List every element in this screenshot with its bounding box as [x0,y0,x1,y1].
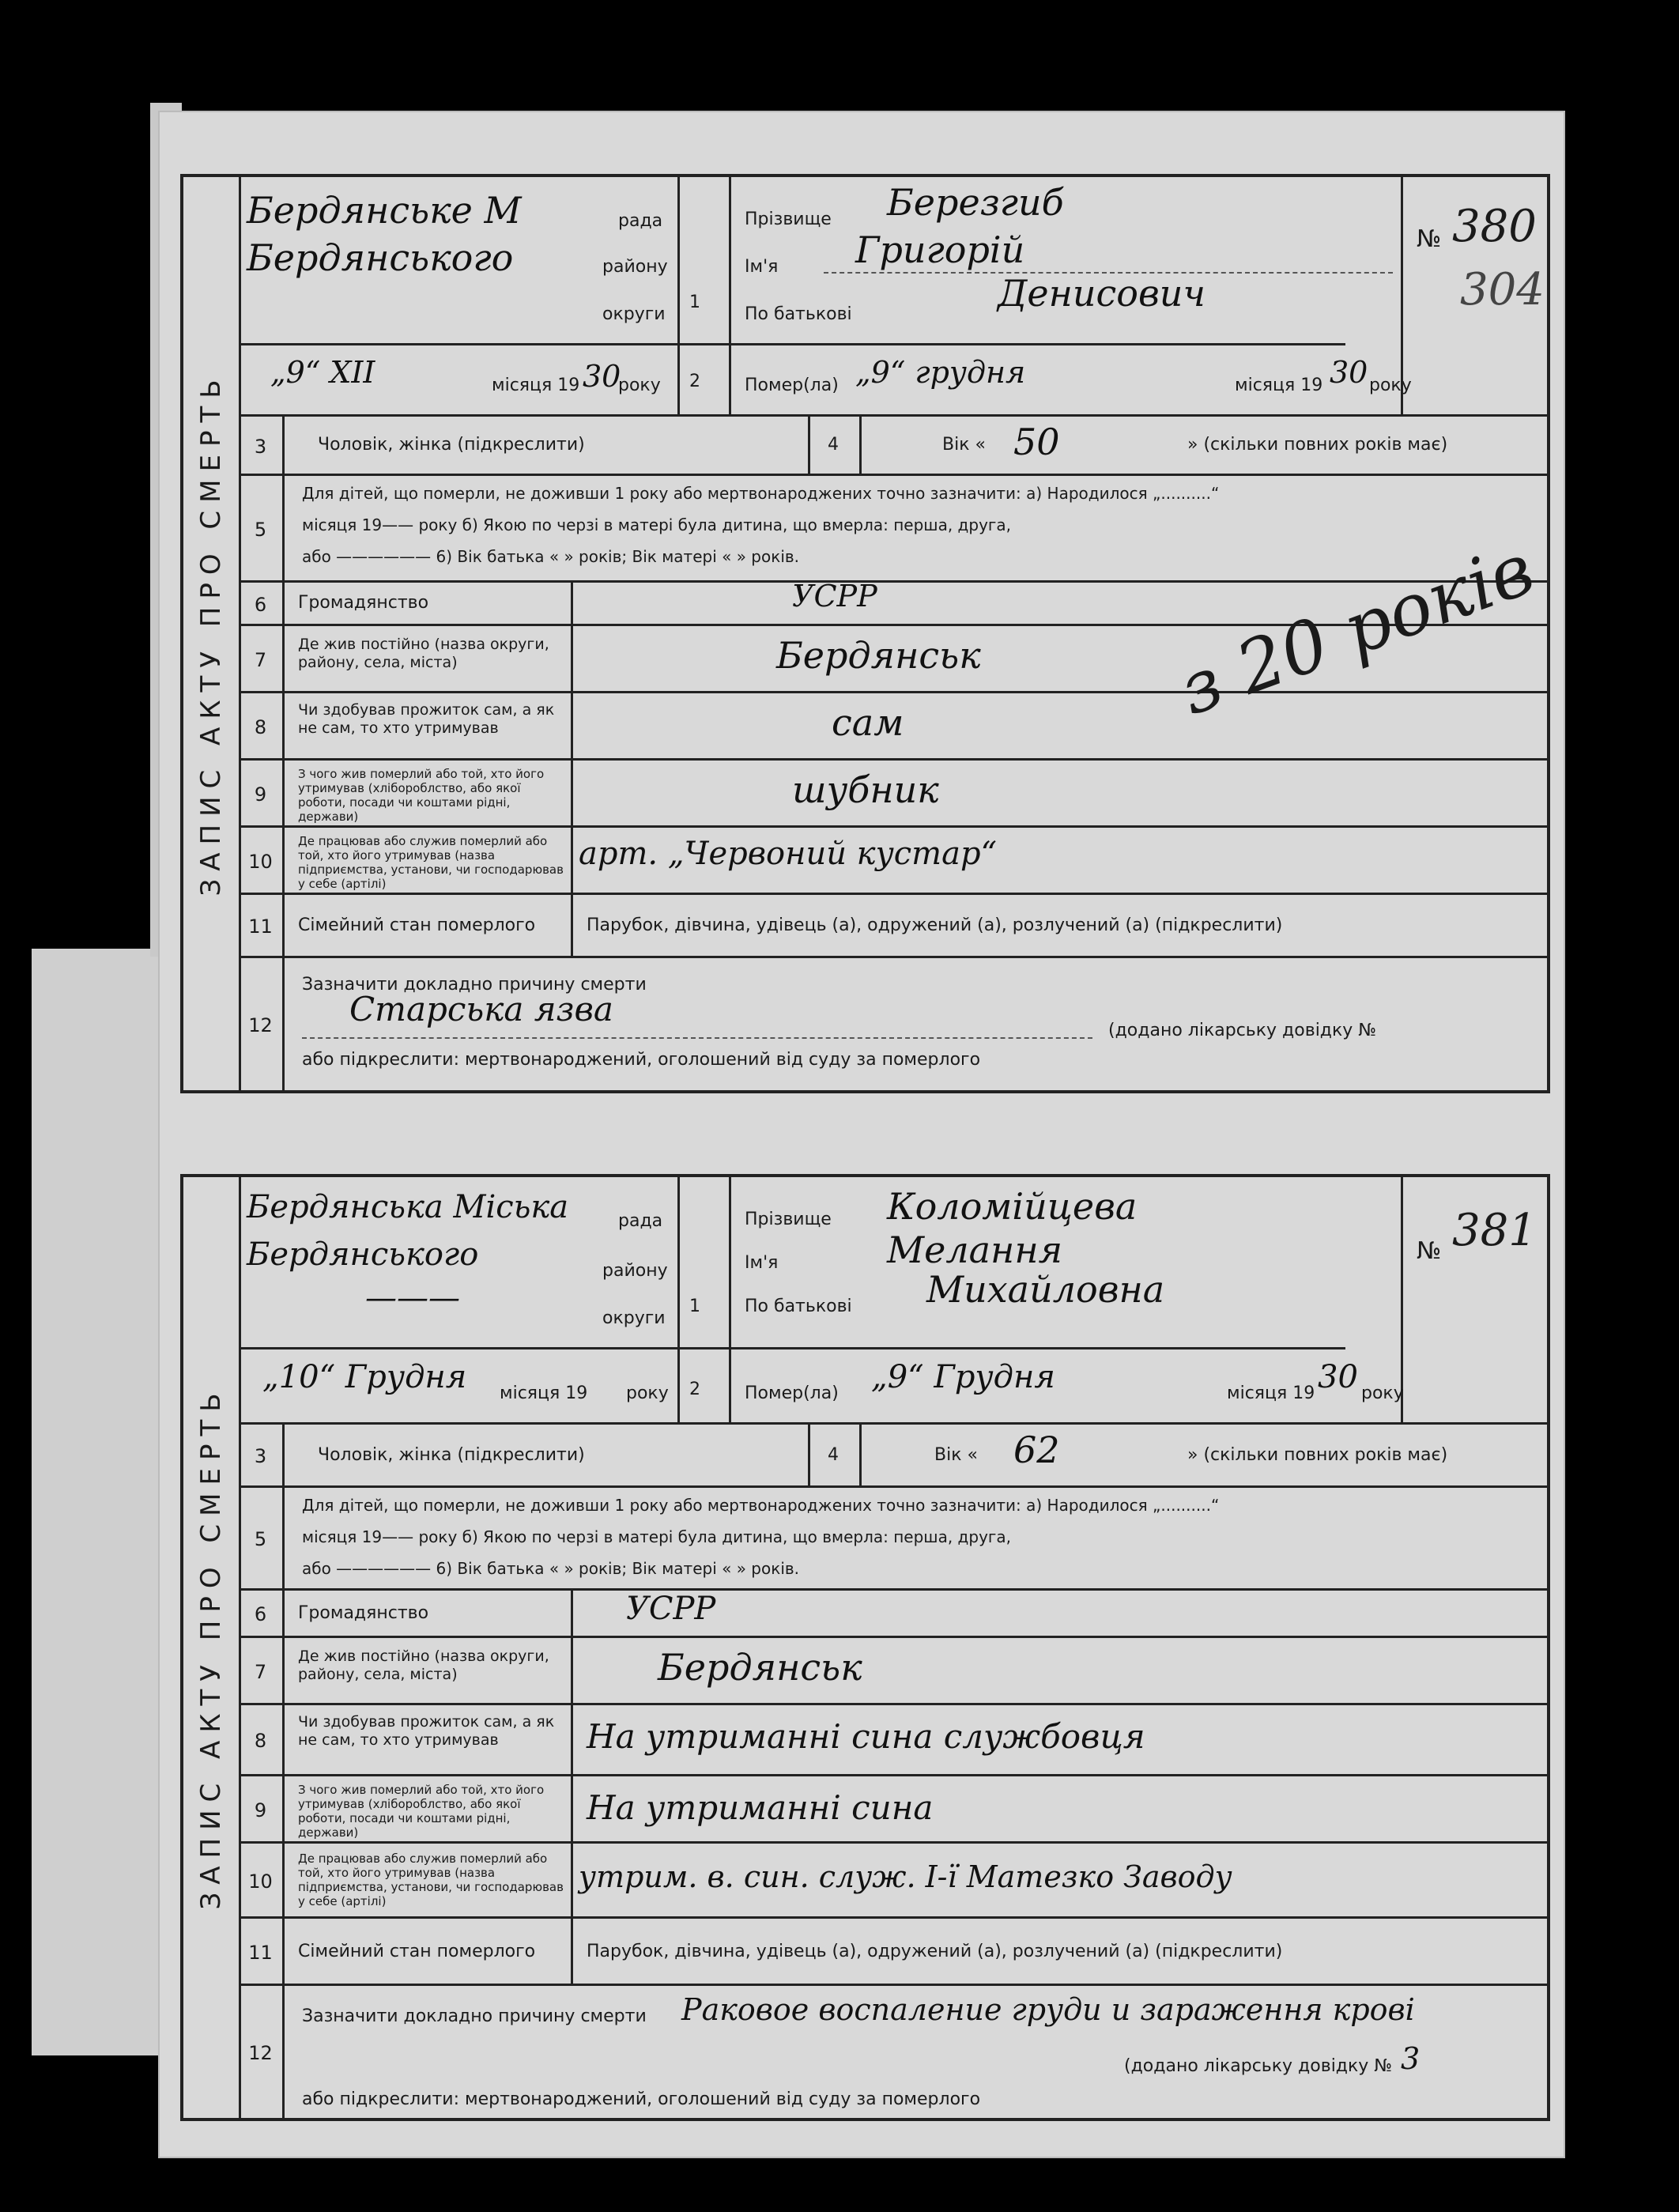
stillborn-label: або підкреслити: мертвонароджений, оголошений від суду за померлого [302,1050,981,1070]
death-record-sheet [158,111,1565,2158]
month-label: місяця 19 [1235,376,1323,395]
row-11: 11 Сімейний стан померлого Парубок, дівчина, удівець (а), одружений (а), розлучений (а) (підкреслити) [239,893,1547,958]
row-11: 11 Сімейний стан померлого Парубок, дівчина, удівець (а), одружений (а), розлучений (а) (підкреслити) [239,1916,1547,1986]
work-value: арт. „Червоний кустар“ [579,836,998,872]
children-line-3: або —————— 6) Вік батька « » років; Вік матері « » років. [302,1559,800,1578]
raion-label: району [602,1261,668,1281]
surname-value: Коломійцева [887,1185,1138,1228]
residence-label: Де жив постійно (назва округи, району, села, міста) [298,1648,549,1683]
patronymic-value: Михайловна [926,1268,1165,1311]
raion-value: Бердянського [247,1236,479,1273]
income-value: На утриманні сина [587,1788,934,1827]
record-sidebar [183,1177,241,2118]
death-record-381 [180,1174,1550,2121]
marital-options: Парубок, дівчина, удівець (а), одружений (а), розлучений (а) (підкреслити) [587,915,1283,935]
year-label: року [618,376,661,395]
work-label: Де працював або служив померлий або той, хто його утримував (назва підприємства, установи, чи господарював у себе (артілі) [298,834,564,891]
surname-label: Прізвище [745,209,832,229]
rada-label: рада [618,211,663,231]
rada-label: рада [618,1211,663,1231]
row-12: 12 Зазначити докладно причину смерти Раковое воспаление груди и зараження крові (додано лікарську довідку № 3 або підкреслити: мертвонароджений, оголошений від суду за померлого [239,1984,1547,2120]
death-date: „9“ грудня [855,355,1026,390]
cause-value: Раковое воспаление груди и зараження крові [681,1992,1415,2027]
certificate-label: (додано лікарську довідку № [1108,1021,1377,1040]
livelihood-value: На утриманні сина службовця [587,1717,1145,1756]
livelihood-label: Чи здобував прожиток сам, а як не сам, то хто утримував [298,701,555,737]
row-3: 3 Чоловік, жінка (підкреслити) 4 Вік « 50 » (скільки повних років має) [239,414,1547,476]
died-label: Помер(ла) [745,1383,839,1403]
header-block [239,177,1547,414]
row-9: 9 З чого жив померлий або той, хто його утримував (хлібороблство, або якої роботи, посади чи коштами рідні, держави) шубник [239,758,1547,828]
death-date: „9“ Грудня [871,1359,1055,1395]
record-number-alt: 304 [1460,264,1545,315]
residence-value: Бердянськ [658,1646,862,1689]
name-label: Ім'я [745,1253,779,1273]
row-6: 6 Громадянство УСРР [239,580,1547,626]
residence-label: Де жив постійно (назва округи, району, села, міста) [298,636,549,671]
death-record-380 [180,174,1550,1093]
okruha-label: округи [602,304,666,324]
sex-label: Чоловік, жінка (підкреслити) [318,435,585,455]
children-line-1: Для дітей, що померли, не доживши 1 року або мертвонароджених точно зазначити: а) Народилося „..........“ [302,484,1220,503]
livelihood-label: Чи здобував прожиток сам, а як не сам, то хто утримував [298,1713,555,1749]
cause-value: Старська язва [349,990,613,1029]
name-value: Григорій [855,228,1025,271]
sex-label: Чоловік, жінка (підкреслити) [318,1445,585,1465]
citizenship-label: Громадянство [298,1603,429,1623]
work-value: утрим. в. син. служ. I-ї Матезко Заводу [579,1859,1232,1894]
number-label: № [1417,1237,1442,1265]
patronymic-value: Денисович [998,272,1206,315]
certificate-number: 3 [1401,2041,1421,2076]
name-value: Мелання [887,1229,1063,1271]
row-3: 3 Чоловік, жінка (підкреслити) 4 Вік « 62 » (скільки повних років має) [239,1422,1547,1488]
surname-value: Березгиб [887,181,1064,224]
rada-value: Бердянське М [247,189,522,232]
row-10: 10 Де працював або служив померлий або той, хто його утримував (назва підприємства, установи, чи господарював у себе (артілі) утрим. в. син. служ. I-ї Матезко Заводу [239,1841,1547,1919]
record-number: 380 [1452,201,1537,252]
age-label: Вік « [942,435,986,455]
cause-label: Зазначити докладно причину смерти [302,975,647,995]
death-year: 30 [1318,1359,1358,1395]
age-suffix: » (скільки повних років має) [1187,1445,1448,1465]
row-8: 8 Чи здобував прожиток сам, а як не сам, то хто утримував сам [239,691,1547,761]
death-year: 30 [1330,355,1368,390]
age-label: Вік « [934,1445,978,1465]
registration-year: 30 [583,359,621,394]
okruha-value: ——— [365,1280,460,1316]
patronymic-label: По батькові [745,1297,852,1316]
age-value: 50 [1013,421,1060,463]
year-label: року [1361,1383,1404,1403]
registration-date: „9“ XII [270,355,375,390]
raion-label: району [602,257,668,277]
stillborn-label: або підкреслити: мертвонароджений, оголошений від суду за померлого [302,2089,981,2109]
year-label: року [1369,376,1412,395]
raion-value: Бердянського [247,236,514,279]
header-block: 1 2 Бердянська Міська рада Бердянського району ——— округи „10“ Грудня місяця 19 року Прізвище Коломійцева Ім'я Мелання По батькові Михайловна Помер(ла) „9“ Грудня місяця 19 30 року № 381 [239,1177,1547,1422]
row-7: 7 Де жив постійно (назва округи, району, села, міста) Бердянськ [239,1636,1547,1705]
row-5: 5 Для дітей, що померли, не доживши 1 року або мертвонароджених точно зазначити: а) Народилося „..........“ місяця 19—— року б) Якою по черзі в матері була дитина, що вмерла: перша, друга, або —————— 6) Вік батька « » років; Вік матері « » років. [239,1485,1547,1591]
children-line-1: Для дітей, що померли, не доживши 1 року або мертвонароджених точно зазначити: а) Народилося „..........“ [302,1496,1220,1515]
record-number: 381 [1452,1205,1537,1256]
work-label: Де працював або служив померлий або той, хто його утримував (назва підприємства, установи, чи господарював у себе (артілі) [298,1852,564,1908]
livelihood-value: сам [832,701,904,744]
record-sidebar [183,177,241,1090]
age-suffix: » (скільки повних років має) [1187,435,1448,455]
cause-label: Зазначити докладно причину смерти [302,2006,647,2026]
sidebar-title: ЗАПИС АКТУ ПРО СМЕРТЬ [195,371,227,897]
row-7: 7 Де жив постійно (назва округи, району, села, міста) Бердянськ [239,624,1547,693]
registration-date: „10“ Грудня [262,1359,467,1395]
row-12: 12 Зазначити докладно причину смерти Старська язва (додано лікарську довідку № або підкреслити: мертвонароджений, оголошений від суду за померлого [239,956,1547,1093]
month-label: місяця 19 [500,1383,588,1403]
year-label: року [626,1383,669,1403]
row-8: 8 Чи здобував прожиток сам, а як не сам, то хто утримував На утриманні сина службовця [239,1703,1547,1776]
residence-value: Бердянськ [776,634,981,677]
rada-value: Бердянська Міська [247,1189,569,1225]
row-number: 1 [689,293,700,312]
sidebar-title: ЗАПИС АКТУ ПРО СМЕРТЬ [195,1385,227,1910]
certificate-label: (додано лікарську довідку № [1124,2056,1393,2076]
row-6: 6 Громадянство УСРР [239,1588,1547,1638]
month-label: місяця 19 [1227,1383,1315,1403]
month-label: місяця 19 [492,376,580,395]
surname-label: Прізвище [745,1210,832,1229]
marital-label: Сімейний стан померлого [298,915,536,935]
income-label: З чого жив померлий або той, хто його утримував (хлібороблство, або якої роботи, посади чи коштами рідні, держави) [298,1783,545,1840]
row-9: 9 З чого жив померлий або той, хто його утримував (хлібороблство, або якої роботи, посади чи коштами рідні, держави) На утриманні сина [239,1774,1547,1844]
citizenship-value: УСРР [792,579,877,613]
row-10: 10 Де працював або служив померлий або той, хто його утримував (назва підприємства, установи, чи господарював у себе (артілі) арт. „Червоний кустар“ [239,825,1547,895]
children-line-3: або —————— 6) Вік батька « » років; Вік матері « » років. [302,547,800,566]
name-label: Ім'я [745,257,779,277]
marital-label: Сімейний стан померлого [298,1942,536,1961]
patronymic-label: По батькові [745,304,852,324]
age-value: 62 [1013,1429,1060,1471]
okruha-label: округи [602,1308,666,1328]
row-5: 5 Для дітей, що померли, не доживши 1 року або мертвонароджених точно зазначити: а) Народилося „..........“ місяця 19—— року б) Якою по черзі в матері була дитина, що вмерла: перша, друга, або —————— 6) Вік батька « » років; Вік матері « » років. [239,474,1547,583]
citizenship-label: Громадянство [298,593,429,613]
died-label: Помер(ла) [745,376,839,395]
marital-options: Парубок, дівчина, удівець (а), одружений (а), розлучений (а) (підкреслити) [587,1942,1283,1961]
number-label: № [1417,225,1442,253]
margin-note: з 20 років [1168,527,1545,732]
income-value: шубник [792,768,939,811]
income-label: З чого жив померлий або той, хто його утримував (хлібороблство, або якої роботи, посади чи коштами рідні, держави) [298,767,545,824]
children-line-2: місяця 19—— року б) Якою по черзі в матері була дитина, що вмерла: перша, друга, [302,515,1012,534]
children-line-2: місяця 19—— року б) Якою по черзі в матері була дитина, що вмерла: перша, друга, [302,1527,1012,1546]
row-number: 2 [689,372,700,391]
citizenship-value: УСРР [626,1591,716,1627]
